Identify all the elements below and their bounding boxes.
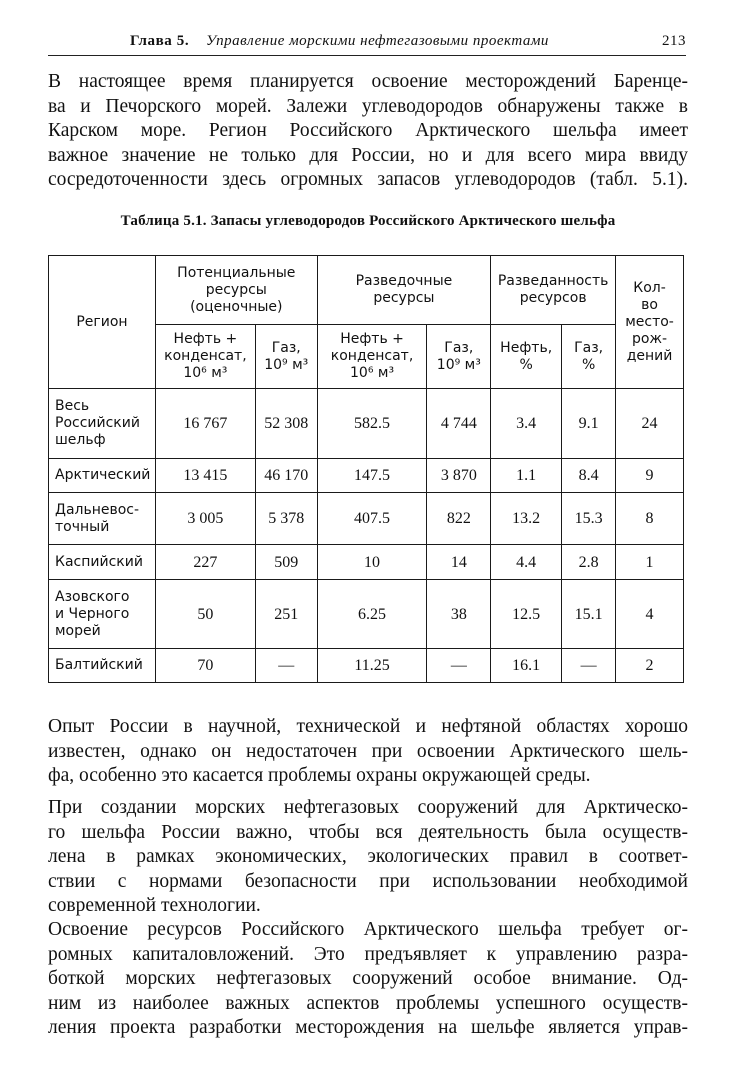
cell-potential-oil: 227 — [155, 545, 255, 580]
text-line: известен, однако он недостаточен при освоении Арктического шель- — [48, 740, 688, 762]
text-line: ствии с нормами безопасности при использовании необходимой — [48, 870, 688, 892]
cell-potential-gas: 46 170 — [255, 459, 317, 493]
cell-explored-oil: 407.5 — [317, 493, 427, 545]
header-oil-condensate: Нефть + конденсат, 10⁶ м³ — [317, 325, 427, 389]
text-line: ва и Печорского морей. Залежи углеводородов обнаружены также в — [48, 95, 688, 117]
paragraph-experience — [48, 715, 688, 789]
text-line: го шельфа России важно, чтобы вся деятельность была осуществ- — [48, 821, 688, 843]
header-gas-pct: Газ, % — [562, 325, 616, 389]
page-number: 213 — [662, 33, 686, 49]
header-exploration-degree: Разведанность ресурсов — [491, 256, 616, 325]
header-gas: Газ, 10⁹ м³ — [427, 325, 491, 389]
cell-explored-gas: — — [427, 649, 491, 683]
cell-potential-oil: 50 — [155, 580, 255, 649]
table-caption: Таблица 5.1. Запасы углеводородов Российского Арктического шельфа — [120, 213, 616, 229]
table-row — [49, 649, 684, 683]
reserves-table — [48, 255, 684, 683]
cell-deposits: 9 — [616, 459, 684, 493]
text-line: Освоение ресурсов Российского Арктического шельфа требует ог- — [48, 919, 688, 940]
cell-explored-gas: 38 — [427, 580, 491, 649]
cell-gas-pct: — — [562, 649, 616, 683]
cell-potential-gas: 251 — [255, 580, 317, 649]
cell-deposits: 2 — [616, 649, 684, 683]
region-cell: Балтийский — [49, 649, 156, 683]
header-rule — [48, 55, 686, 56]
header-gas: Газ, 10⁹ м³ — [255, 325, 317, 389]
text-line: ромных капиталовложений. Это предъявляет к управлению разра- — [48, 943, 688, 965]
chapter-title: Управление морскими нефтегазовыми проектами — [206, 33, 549, 49]
cell-potential-gas: 509 — [255, 545, 317, 580]
cell-deposits: 24 — [616, 389, 684, 459]
cell-potential-gas: 5 378 — [255, 493, 317, 545]
region-cell: Дальневос- точный — [49, 493, 156, 545]
cell-oil-pct: 16.1 — [491, 649, 562, 683]
cell-explored-gas: 14 — [427, 545, 491, 580]
cell-gas-pct: 2.8 — [562, 545, 616, 580]
cell-potential-gas: 52 308 — [255, 389, 317, 459]
header-oil-condensate: Нефть + конденсат, 10⁶ м³ — [155, 325, 255, 389]
region-cell: Азовского и Черного морей — [49, 580, 156, 649]
cell-explored-gas: 3 870 — [427, 459, 491, 493]
text-line: При создании морских нефтегазовых сооружений для Арктическо- — [48, 797, 688, 818]
cell-oil-pct: 12.5 — [491, 580, 562, 649]
chapter-label: Глава 5. — [130, 33, 190, 49]
region-cell: Каспийский — [49, 545, 156, 580]
text-line: фа, особенно это касается проблемы охраны окружающей среды. — [48, 765, 591, 787]
text-line: лена в рамках экономических, экологических правил в соответ- — [48, 846, 688, 868]
header-deposits: Кол- во место- рож- дений — [616, 256, 684, 389]
running-head — [48, 33, 686, 55]
cell-explored-gas: 822 — [427, 493, 491, 545]
table-row — [49, 580, 684, 649]
cell-potential-gas: — — [255, 649, 317, 683]
cell-potential-oil: 70 — [155, 649, 255, 683]
cell-oil-pct: 3.4 — [491, 389, 562, 459]
cell-explored-oil: 10 — [317, 545, 427, 580]
text-line: ления проекта разработки месторождения на шельфе является управ- — [48, 1017, 688, 1039]
cell-explored-oil: 147.5 — [317, 459, 427, 493]
cell-potential-oil: 3 005 — [155, 493, 255, 545]
cell-gas-pct: 15.1 — [562, 580, 616, 649]
cell-deposits: 4 — [616, 580, 684, 649]
table-row — [49, 389, 684, 459]
text-line: ним из наиболее важных аспектов проблемы успешного осуществ- — [48, 992, 688, 1014]
table-row — [49, 493, 684, 545]
header-region: Регион — [49, 256, 156, 389]
cell-potential-oil: 13 415 — [155, 459, 255, 493]
table-header-row — [49, 256, 684, 325]
region-cell: Весь Российский шельф — [49, 389, 156, 459]
text-line: сосредоточенности здесь огромных запасов углеводородов (табл. 5.1). — [48, 169, 688, 191]
cell-potential-oil: 16 767 — [155, 389, 255, 459]
table-row — [49, 459, 684, 493]
cell-explored-gas: 4 744 — [427, 389, 491, 459]
text-line: боткой морских нефтегазовых сооружений особое внимание. Од- — [48, 968, 688, 990]
header-potential: Потенциальные ресурсы (оценочные) — [155, 256, 317, 325]
cell-gas-pct: 8.4 — [562, 459, 616, 493]
cell-oil-pct: 4.4 — [491, 545, 562, 580]
cell-gas-pct: 15.3 — [562, 493, 616, 545]
text-line: Карском море. Регион Российского Арктического шельфа имеет — [48, 120, 688, 142]
paragraph-structures — [48, 796, 688, 919]
text-line: современной технологии. — [48, 895, 261, 917]
cell-explored-oil: 582.5 — [317, 389, 427, 459]
text-line: В настоящее время планируется освоение месторождений Баренце- — [48, 71, 688, 92]
header-oil-pct: Нефть, % — [491, 325, 562, 389]
region-cell: Арктический — [49, 459, 156, 493]
cell-deposits: 8 — [616, 493, 684, 545]
cell-deposits: 1 — [616, 545, 684, 580]
table-row — [49, 545, 684, 580]
paragraph-investment — [48, 918, 688, 1041]
text-line: Опыт России в научной, технической и нефтяной областях хорошо — [48, 716, 688, 737]
text-line: важное значение не только для России, но и для всего мира ввиду — [48, 144, 688, 166]
cell-explored-oil: 6.25 — [317, 580, 427, 649]
cell-explored-oil: 11.25 — [317, 649, 427, 683]
paragraph-intro — [48, 70, 688, 193]
header-explored: Разведочные ресурсы — [317, 256, 491, 325]
cell-gas-pct: 9.1 — [562, 389, 616, 459]
cell-oil-pct: 1.1 — [491, 459, 562, 493]
cell-oil-pct: 13.2 — [491, 493, 562, 545]
